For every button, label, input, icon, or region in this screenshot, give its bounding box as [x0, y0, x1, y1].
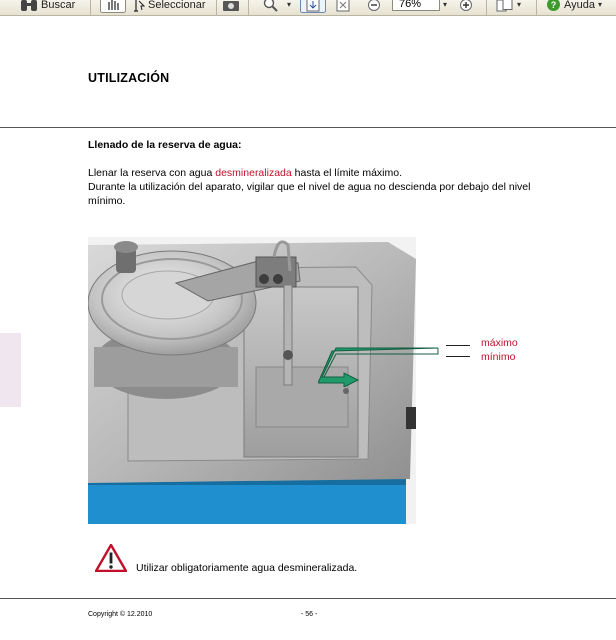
header-divider — [0, 127, 616, 128]
text-cursor-icon — [133, 0, 145, 12]
side-tab — [0, 333, 21, 407]
search-button-label: Buscar — [41, 0, 76, 11]
toolbar-separator — [216, 0, 217, 15]
zoom-tool-button[interactable] — [262, 0, 291, 13]
chevron-down-icon: ▾ — [598, 0, 603, 9]
legend-maximo: máximo — [481, 337, 518, 349]
fit-page-icon — [335, 0, 351, 12]
help-icon — [546, 0, 561, 12]
zoom-in-icon — [459, 0, 473, 12]
select-tool-label: Seleccionar — [148, 0, 206, 11]
zoom-out-button[interactable] — [367, 0, 381, 13]
subsection-title: Llenado de la reserva de agua: — [88, 139, 242, 151]
search-button[interactable] — [20, 0, 75, 13]
instruction-text: hasta el límite máximo. — [291, 167, 403, 179]
legend-minimo: mínimo — [481, 351, 516, 363]
zoom-out-icon — [367, 0, 381, 12]
instructions-paragraph — [88, 166, 548, 208]
highlight-demineralized: desmineralizada — [215, 167, 292, 179]
svg-text:?: ? — [550, 0, 557, 10]
warning-triangle-icon — [95, 544, 127, 572]
fit-page-button[interactable] — [335, 0, 351, 13]
zoom-dropdown-button[interactable] — [443, 0, 447, 13]
instruction-line-2: Durante la utilización del aparato, vigilar que el nivel de agua no descienda por debajo del nivel mínimo. — [88, 181, 531, 207]
footer-copyright: Copyright © 12.2010 — [88, 611, 153, 618]
chevron-down-icon: ▾ — [443, 0, 448, 9]
zoom-level-value: 76% — [399, 0, 422, 10]
page-number: - 56 - — [301, 611, 318, 618]
hand-tool-button[interactable] — [100, 0, 126, 13]
legend-line-min — [446, 356, 470, 357]
toolbar-separator — [90, 0, 91, 15]
toolbar-separator — [248, 0, 249, 15]
section-heading: UTILIZACIÓN — [88, 71, 170, 85]
chevron-down-icon: ▾ — [287, 0, 292, 9]
camera-icon — [222, 0, 240, 12]
help-button-label: Ayuda — [564, 0, 595, 11]
hand-icon — [100, 0, 126, 13]
toolbar-separator — [486, 0, 487, 15]
snapshot-button[interactable] — [222, 0, 240, 13]
actual-size-button[interactable] — [300, 0, 326, 13]
zoom-in-button[interactable] — [459, 0, 473, 13]
magnifier-icon — [262, 0, 284, 12]
instruction-line-1 — [88, 166, 548, 180]
page-layout-icon — [496, 0, 514, 12]
page-layout-button[interactable] — [496, 0, 521, 13]
warning-text: Utilizar obligatoriamente agua desmineralizada. — [136, 562, 358, 574]
instruction-text: Llenar la reserva con agua — [88, 167, 216, 179]
legend-line-max — [446, 345, 470, 346]
select-tool-button[interactable] — [133, 0, 205, 13]
page-down-arrow-icon — [300, 0, 326, 13]
toolbar — [0, 0, 616, 16]
help-button[interactable] — [546, 0, 602, 13]
zoom-level-input[interactable] — [392, 0, 440, 11]
binoculars-icon — [20, 0, 38, 12]
footer-divider — [0, 598, 616, 599]
chevron-down-icon: ▾ — [517, 0, 522, 9]
level-arrow — [318, 345, 442, 387]
toolbar-separator — [536, 0, 537, 15]
